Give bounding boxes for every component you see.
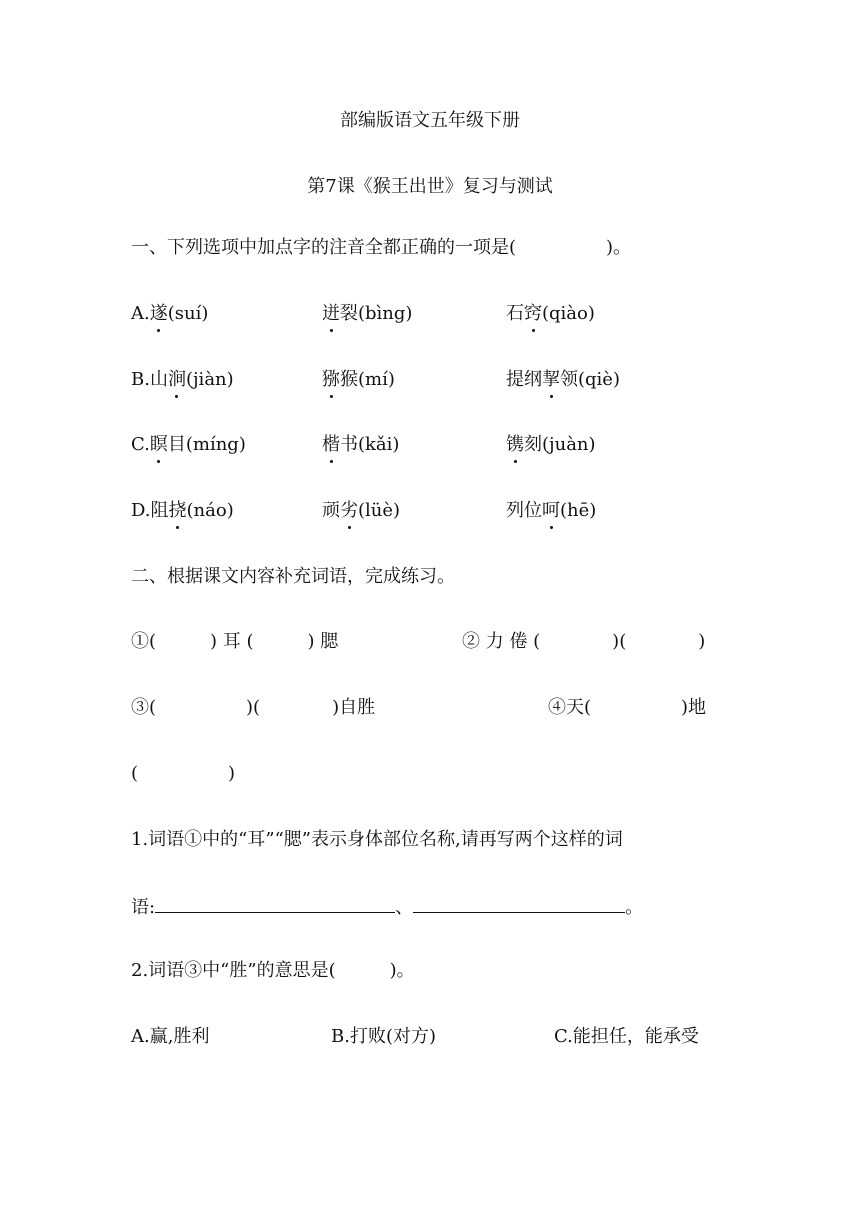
item-suffix: (hē) (560, 500, 597, 521)
answer-prefix: 语: (131, 897, 156, 918)
dotted-char: 猕 (322, 369, 340, 390)
answer-blank-1[interactable] (155, 894, 395, 913)
option-label: B. (131, 369, 150, 390)
item-prefix: 山 (149, 369, 168, 390)
item-suffix: (náo) (186, 500, 234, 521)
answer-blank-2[interactable] (413, 894, 625, 913)
dotted-char: 瞑 (149, 434, 168, 455)
choice-c: C.能担任，能承受 (554, 1026, 699, 1047)
item-suffix: 目(míng) (167, 434, 246, 455)
dotted-char: 遂 (149, 303, 168, 324)
item-suffix: (lüè) (358, 500, 401, 521)
dotted-char: 涧 (167, 369, 186, 390)
sub-question-2: 2.词语③中“胜”的意思是( )。 (131, 960, 415, 981)
question-1-prompt: 一、下列选项中加点字的注音全都正确的一项是( )。 (131, 237, 632, 258)
item-suffix: (jiàn) (185, 369, 234, 390)
dotted-char: 挠 (168, 500, 187, 521)
document-title: 部编版语文五年级下册 (340, 110, 520, 131)
fill-item-4-continued: ( ) (131, 763, 236, 784)
item-suffix: 书(kǎi) (340, 434, 400, 455)
dotted-char: 挈 (542, 369, 560, 390)
dotted-char: 迸 (322, 303, 340, 324)
item-suffix: 裂(bìng) (340, 303, 413, 324)
dotted-char: 镌 (506, 434, 524, 455)
item-suffix: (suí) (167, 303, 209, 324)
dotted-char: 窍 (524, 303, 542, 324)
answer-end: 。 (625, 897, 644, 918)
item-prefix: 石 (506, 303, 524, 324)
item-suffix: 猴(mí) (340, 369, 395, 390)
item-suffix: 领(qiè) (560, 369, 620, 390)
sub-question-1-answer-line (131, 894, 643, 920)
option-label: C. (131, 434, 150, 455)
item-prefix: 提纲 (506, 369, 542, 390)
fill-item-1: ①( ) 耳 ( ) 腮 (131, 631, 339, 652)
item-prefix: 列位 (506, 500, 542, 521)
lesson-title: 第7课《猴王出世》复习与测试 (307, 176, 553, 197)
item-suffix: 刻(juàn) (524, 434, 596, 455)
dotted-char: 呵 (542, 500, 560, 521)
fill-item-4: ④天( )地 (548, 697, 707, 718)
item-prefix: 阻 (150, 500, 169, 521)
dotted-char: 楷 (322, 434, 340, 455)
item-suffix: (qiào) (542, 303, 595, 324)
choice-a: A.赢,胜利 (131, 1026, 210, 1047)
fill-item-3: ③( )( )自胜 (131, 697, 376, 718)
dotted-char: 劣 (340, 500, 358, 521)
item-prefix: 顽 (322, 500, 340, 521)
option-label: A. (131, 303, 150, 324)
choice-b: B.打败(对方) (331, 1026, 436, 1047)
option-label: D. (131, 500, 151, 521)
sub-question-1: 1.词语①中的“耳”“腮”表示身体部位名称,请再写两个这样的词 (131, 829, 623, 850)
question-2-prompt: 二、根据课文内容补充词语，完成练习。 (131, 566, 455, 587)
answer-separator: 、 (395, 897, 414, 918)
fill-item-2: ② 力 倦 ( )( ) (462, 631, 706, 652)
